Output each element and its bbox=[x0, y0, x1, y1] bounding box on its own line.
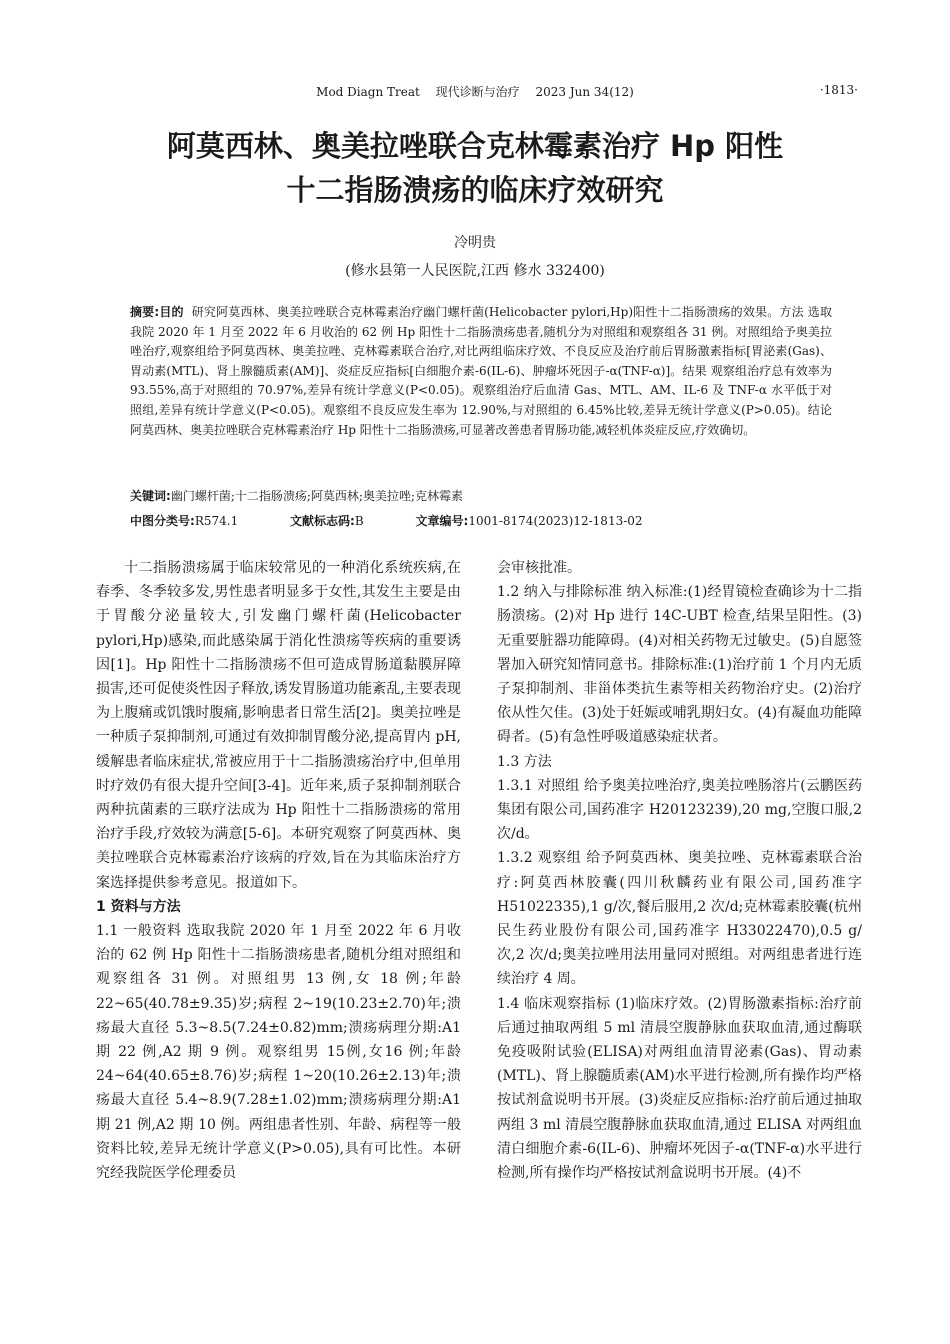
section-1-3: 1.3 方法 bbox=[497, 753, 552, 770]
journal-issue: 2023 Jun 34(12) bbox=[535, 85, 634, 99]
intro-paragraph: 十二指肠溃疡属于临床较常见的一种消化系统疾病,在春季、冬季较多发,男性患者明显多于女性,其发生主要是由于胃酸分泌量较大,引发幽门螺杆菌(Helicobacter pylori,Hp)感染,而此感染属于消化性溃疡等疾病的重要诱因[1]。Hp 阳性十二指肠溃疡不但可造成胃肠道黏膜屏障损害,还可促使炎性因子释放,诱发胃肠道功能紊乱,主要表现为上腹痛或饥饿时腹痛,影响患者日常生活[2]。奥美拉唑是一种质子泵抑制剂,可通过有效抑制胃酸分泌,提高胃内 pH,缓解患者临床症状,常被应用于十二指肠溃疡治疗中,但单用时疗效仍有很大提升空间[3-4]。近年来,质子泵抑制剂联合两种抗菌素的三联疗法成为 Hp 阳性十二指肠溃疡的常用治疗手段,疗效较为满意[5-6]。本研究观察了阿莫西林、奥美拉唑联合克林霉素治疗该病的疗效,旨在为其临床治疗方案选择提供参考意见。报道如下。 bbox=[96, 560, 461, 891]
right-column bbox=[497, 556, 862, 1185]
journal-name-cn: 现代诊断与治疗 bbox=[435, 85, 520, 99]
journal-name-en: Mod Diagn Treat bbox=[316, 85, 420, 99]
article-title bbox=[60, 124, 890, 212]
abstract-label: 摘要:目的 bbox=[130, 305, 184, 319]
doc-code-value: B bbox=[354, 514, 364, 528]
section-1-2: 1.2 纳入与排除标准 纳入标准:(1)经胃镜检查确诊为十二指肠溃疡。(2)对 Hp 进行 14C-UBT 检查,结果呈阳性。(3)无重要脏器功能障碍。(4)对相关药物无过敏史。(5)自愿签署加入研究知情同意书。排除标准:(1)治疗前 1 个月内无质子泵抑制剂、非甾体类抗生素等相关药物治疗史。(2)治疗依从性欠佳。(3)处于妊娠或哺乳期妇女。(4)有凝血功能障碍者。(5)有急性呼吸道感染症状者。 bbox=[497, 584, 862, 746]
journal-info bbox=[0, 83, 950, 100]
section-1-1-continued: 会审核批准。 bbox=[497, 560, 581, 576]
section-1-4: 1.4 临床观察指标 (1)临床疗效。(2)胃肠激素指标:治疗前后通过抽取两组 5 ml 清晨空腹静脉血获取血清,通过酶联免疫吸附试验(ELISA)对两组血清胃泌素(Gas)、胃动素(MTL)、肾上腺髓质素(AM)水平进行检测,所有操作均严格按试剂盒说明书开展。(3)炎症反应指标:治疗前后通过抽取两组 3 ml 清晨空腹静脉血获取血清,通过 ELISA 对两组血清白细胞介素-6(IL-6)、肿瘤坏死因子-α(TNF-α)水平进行检测,所有操作均严格按试剂盒说明书开展。(4)不 bbox=[497, 995, 862, 1182]
article-number-label: 文章编号: bbox=[415, 514, 469, 528]
running-header bbox=[0, 83, 950, 101]
section-1-3-1: 1.3.1 对照组 给予奥美拉唑治疗,奥美拉唑肠溶片(云鹏医药集团有限公司,国药准字 H20123239),20 mg,空腹口服,2 次/d。 bbox=[497, 777, 862, 843]
clc-value: R574.1 bbox=[194, 514, 239, 528]
section-1-1: 1.1 一般资料 选取我院 2020 年 1 月至 2022 年 6 月收治的 62 例 Hp 阳性十二指肠溃疡患者,随机分组对照组和观察组各 31 例。对照组男 13 例,女 18 例;年龄 22~65(40.78±9.35)岁;病程 2~19(10.23±2.70)年;溃疡最大直径 5.3~8.5(7.24±0.82)mm;溃疡病理分期:A1 期 22 例,A2 期 9 例。观察组男 15例,女16 例;年龄 24~64(40.65±8.76)岁;病程 1~20(10.26±2.13)年;溃疡最大直径 5.4~8.9(7.28±1.02)mm;溃疡病理分期:A1 期 21 例,A2 期 10 例。两组患者性别、年龄、病程等一般资料比较,差异无统计学意义(P>0.05),具有可比性。本研究经我院医学伦理委员 bbox=[96, 923, 461, 1182]
classification bbox=[130, 512, 832, 529]
doc-code-label: 文献标志码: bbox=[290, 514, 355, 528]
section-heading-methods: 1 资料与方法 bbox=[96, 898, 181, 915]
author: 冷明贵 bbox=[454, 235, 496, 251]
keywords-text: 幽门螺杆菌;十二指肠溃疡;阿莫西林;奥美拉唑;克林霉素 bbox=[170, 489, 463, 503]
abstract-text: 研究阿莫西林、奥美拉唑联合克林霉素治疗幽门螺杆菌(Helicobacter pylori,Hp)阳性十二指肠溃疡的效果。方法 选取我院 2020 年 1 月至 2022 年 6 月收治的 62 例 Hp 阳性十二指肠溃疡患者,随机分为对照组和观察组各 31 例。对照组给予奥美拉唑治疗,观察组给予阿莫西林、奥美拉唑、克林霉素联合治疗,对比两组临床疗效、不良反应及治疗前后胃肠激素指标[胃泌素(Gas)、胃动素(MTL)、肾上腺髓质素(AM)]、炎症反应指标[白细胞介素-6(IL-6)、肿瘤坏死因子-α(TNF-α)]。结果 观察组治疗总有效率为 93.55%,高于对照组的 70.97%,差异有统计学意义(P<0.05)。观察组治疗后血清 Gas、MTL、AM、IL-6 及 TNF-α 水平低于对照组,差异有统计学意义(P<0.05)。观察组不良反应发生率为 12.90%,与对照组的 6.45%比较,差异无统计学意义(P>0.05)。结论 阿莫西林、奥美拉唑联合克林霉素治疗 Hp 阳性十二指肠溃疡,可显著改善患者胃肠功能,减轻机体炎症反应,疗效确切。 bbox=[130, 305, 832, 437]
abstract bbox=[130, 303, 832, 440]
keywords bbox=[130, 487, 832, 504]
affiliation: (修水县第一人民医院,江西 修水 332400) bbox=[345, 263, 605, 279]
title-line-2: 十二指肠溃疡的临床疗效研究 bbox=[286, 173, 664, 207]
section-1-3-2: 1.3.2 观察组 给予阿莫西林、奥美拉唑、克林霉素联合治疗:阿莫西林胶囊(四川秋麟药业有限公司,国药准字 H51022335),1 g/次,餐后服用,2 次/d;克林霉素胶囊(杭州民生药业股份有限公司,国药准字 H33022470),0.5 g/次,2 次/d;奥美拉唑用法用量同对照组。对两组患者进行连续治疗 4 周。 bbox=[497, 850, 862, 988]
title-line-1: 阿莫西林、奥美拉唑联合克林霉素治疗 Hp 阳性 bbox=[166, 129, 784, 163]
keywords-label: 关键词: bbox=[130, 489, 171, 503]
clc-label: 中图分类号: bbox=[130, 514, 195, 528]
article-number-value: 1001-8174(2023)12-1813-02 bbox=[468, 514, 643, 528]
left-column bbox=[96, 556, 461, 1185]
page-number: ·1813· bbox=[819, 83, 858, 97]
